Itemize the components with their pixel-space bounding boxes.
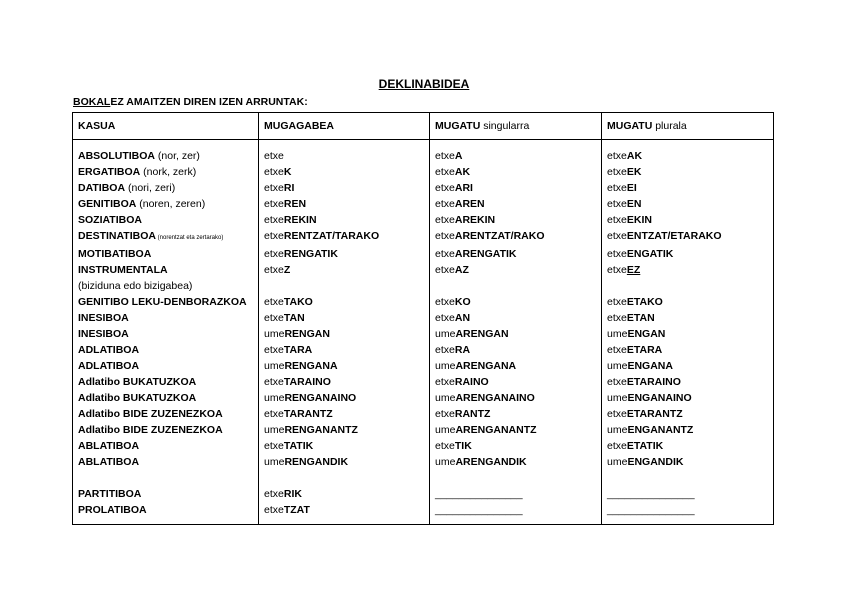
table-row [73,342,774,358]
singular-cell [430,196,602,212]
word-stem: ume [264,456,285,468]
header-mugagabea: MUGAGABEA [259,113,430,140]
word-stem: ume [435,456,456,468]
case-name-cell [73,486,259,502]
case-name: MOTIBATIBOA [78,248,152,260]
table-row [73,196,774,212]
case-ending: TARA [283,344,313,356]
word-stem: etxe [435,264,455,276]
case-name-cell [73,228,259,246]
word-stem: etxe [435,408,455,420]
case-note: (nork, zerk) [140,166,197,178]
case-name-cell [73,278,259,294]
case-ending: AZ [454,264,469,276]
word-stem: etxe [607,214,627,226]
word-stem: etxe [435,150,455,162]
case-ending: RI [283,182,295,194]
case-name: ADLATIBOA [78,344,140,356]
case-name-cell [73,140,259,165]
table-body [73,140,774,525]
table-row [73,164,774,180]
word-stem: etxe [607,376,627,388]
case-name-cell [73,406,259,422]
case-ending: EN [626,198,642,210]
word-stem: etxe [607,264,627,276]
word-stem: ume [435,392,456,404]
word-stem: etxe [264,230,284,242]
word-stem: etxe [264,440,284,452]
case-name: INESIBOA [78,328,129,340]
singular-cell [430,374,602,390]
case-ending: ETAKO [626,296,663,308]
case-name: INSTRUMENTALA [78,264,168,276]
word-stem: _______________ [435,488,523,500]
plural-cell [602,422,774,438]
singular-cell [430,406,602,422]
word-stem: etxe [264,408,284,420]
mugagabea-cell [259,246,430,262]
mugagabea-cell [259,180,430,196]
plural-cell [602,358,774,374]
word-stem: etxe [607,182,627,194]
case-ending: K [283,166,292,178]
case-name: PARTITIBOA [78,488,142,500]
subtitle-rest: EZ AMAITZEN DIREN IZEN ARRUNTAK: [110,96,308,108]
word-stem: _______________ [607,488,695,500]
section-subtitle [73,96,308,108]
case-note: (biziduna edo bizigabea) [78,280,193,292]
mugagabea-cell [259,310,430,326]
word-stem: ume [435,424,456,436]
case-name-cell [73,374,259,390]
case-name: ABLATIBOA [78,456,140,468]
mugagabea-cell [259,454,430,470]
word-stem: etxe [607,296,627,308]
word-stem: ume [435,360,456,372]
table-row [73,470,774,486]
word-stem: etxe [264,504,284,516]
table-row [73,228,774,246]
table-row [73,438,774,454]
singular-cell [430,212,602,228]
word-stem: etxe [264,312,284,324]
mugagabea-cell [259,196,430,212]
case-ending: RENGAN [284,328,330,340]
mugagabea-cell [259,374,430,390]
case-ending: AN [454,312,471,324]
word-stem: etxe [435,230,455,242]
table-row [73,278,774,294]
word-stem: ume [264,424,285,436]
subtitle-underlined: BOKAL [73,96,111,108]
table-row [73,406,774,422]
case-ending: EI [626,182,637,194]
mugagabea-cell [259,278,430,294]
header-singular: MUGATU singularra [430,113,602,140]
word-stem: etxe [435,296,455,308]
case-ending: ETATIK [626,440,664,452]
case-ending: ENTZAT/ETARAKO [626,230,722,242]
case-ending: KO [454,296,471,308]
case-ending: ETARA [626,344,663,356]
case-note: (norentzat eta zertarako) [155,235,224,241]
case-name-cell [73,502,259,525]
mugagabea-cell [259,140,430,165]
case-name-cell [73,196,259,212]
word-stem: etxe [264,150,284,162]
case-name-cell [73,438,259,454]
case-ending: RENGATIK [283,248,338,260]
mugagabea-cell [259,262,430,278]
table-row [73,374,774,390]
plural-cell [602,294,774,310]
case-ending: ETAN [626,312,655,324]
plural-cell [602,262,774,278]
word-stem: etxe [435,312,455,324]
word-stem: _______________ [435,504,523,516]
word-stem: etxe [607,230,627,242]
case-ending: ENGANDIK [627,456,684,468]
case-name: ABSOLUTIBOA [78,150,155,162]
case-ending: Z [283,264,291,276]
singular-cell [430,262,602,278]
plural-cell [602,438,774,454]
case-ending: RENGANANTZ [284,424,358,436]
plural-cell [602,374,774,390]
case-ending: TZAT [283,504,310,516]
singular-cell [430,486,602,502]
case-name-cell [73,180,259,196]
word-stem: etxe [264,344,284,356]
case-ending: RANTZ [454,408,491,420]
case-name-cell [73,164,259,180]
word-stem: etxe [435,440,455,452]
word-stem: etxe [607,344,627,356]
case-name-cell [73,470,259,486]
mugagabea-cell [259,470,430,486]
table-row [73,422,774,438]
case-ending: RENGANA [284,360,338,372]
mugagabea-cell [259,358,430,374]
table-row [73,486,774,502]
plural-cell [602,228,774,246]
word-stem: ume [607,424,628,436]
singular-cell [430,470,602,486]
case-ending: AK [626,150,643,162]
case-ending: A [454,150,463,162]
word-stem: etxe [435,182,455,194]
case-ending: ARENGATIK [454,248,517,260]
case-name: ADLATIBOA [78,360,140,372]
word-stem: ume [435,328,456,340]
case-name-cell [73,422,259,438]
case-ending: ENGAN [627,328,666,340]
word-stem: etxe [264,214,284,226]
case-name-cell [73,454,259,470]
singular-cell [430,278,602,294]
case-ending: EKIN [626,214,652,226]
case-ending: ARENTZAT/RAKO [454,230,545,242]
case-ending: RAINO [454,376,489,388]
case-ending: AK [454,166,471,178]
word-stem: _______________ [607,504,695,516]
word-stem: etxe [435,248,455,260]
singular-cell [430,246,602,262]
mugagabea-cell [259,164,430,180]
mugagabea-cell [259,228,430,246]
singular-cell [430,358,602,374]
case-name: Adlatibo BUKATUZKOA [78,376,197,388]
singular-cell [430,140,602,165]
singular-cell [430,502,602,525]
plural-cell [602,406,774,422]
singular-cell [430,310,602,326]
case-ending: RENGANDIK [284,456,349,468]
table-row [73,246,774,262]
word-stem: etxe [607,166,627,178]
case-ending: AREN [454,198,485,210]
singular-cell [430,228,602,246]
case-name: Adlatibo BIDE ZUZENEZKOA [78,408,223,420]
case-ending: ENGANA [627,360,673,372]
case-ending: ENGANAINO [627,392,692,404]
word-stem: etxe [435,198,455,210]
case-name-cell [73,390,259,406]
word-stem: etxe [607,198,627,210]
case-name-cell [73,358,259,374]
mugagabea-cell [259,486,430,502]
singular-cell [430,454,602,470]
case-ending: ENGANANTZ [627,424,694,436]
case-note: (nor, zer) [155,150,200,162]
header-plural: MUGATU plurala [602,113,774,140]
word-stem: ume [607,328,628,340]
case-name: INESIBOA [78,312,129,324]
case-name-cell [73,310,259,326]
case-ending: ARI [454,182,473,194]
plural-cell [602,502,774,525]
plural-cell [602,470,774,486]
table-row [73,294,774,310]
case-ending: TATIK [283,440,314,452]
word-stem: ume [264,328,285,340]
table-row [73,262,774,278]
word-stem: etxe [435,344,455,356]
word-stem: ume [264,360,285,372]
mugagabea-cell [259,212,430,228]
table-row [73,390,774,406]
case-name-cell [73,262,259,278]
case-name-cell [73,212,259,228]
case-ending: TARANTZ [283,408,333,420]
case-ending: ETARAINO [626,376,681,388]
table-row [73,502,774,525]
case-ending: REN [283,198,307,210]
word-stem: etxe [264,296,284,308]
case-ending: ARENGAN [455,328,509,340]
mugagabea-cell [259,502,430,525]
case-name: DATIBOA [78,182,126,194]
case-ending: EK [626,166,642,178]
case-ending: EZ [626,264,641,276]
mugagabea-cell [259,342,430,358]
word-stem: etxe [435,376,455,388]
case-ending: RA [454,344,471,356]
case-name: DESTINATIBOA [78,230,156,242]
word-stem: ume [264,392,285,404]
case-ending: ARENGANANTZ [455,424,537,436]
word-stem: etxe [435,166,455,178]
plural-cell [602,342,774,358]
plural-cell [602,140,774,165]
case-name: PROLATIBOA [78,504,147,516]
word-stem: etxe [264,166,284,178]
case-name: ERGATIBOA [78,166,141,178]
word-stem: etxe [607,150,627,162]
singular-cell [430,422,602,438]
singular-cell [430,390,602,406]
plural-cell [602,486,774,502]
case-name: Adlatibo BUKATUZKOA [78,392,197,404]
table-row [73,326,774,342]
mugagabea-cell [259,422,430,438]
singular-cell [430,438,602,454]
case-name-cell [73,326,259,342]
word-stem: etxe [264,182,284,194]
mugagabea-cell [259,390,430,406]
word-stem: etxe [607,440,627,452]
word-stem: ume [607,360,628,372]
case-ending: ENGATIK [626,248,674,260]
declension-table [72,112,774,525]
case-name: Adlatibo BIDE ZUZENEZKOA [78,424,223,436]
singular-cell [430,326,602,342]
plural-cell [602,164,774,180]
word-stem: etxe [264,488,284,500]
plural-cell [602,310,774,326]
singular-cell [430,164,602,180]
mugagabea-cell [259,326,430,342]
case-ending: RENGANAINO [284,392,357,404]
case-name: ABLATIBOA [78,440,140,452]
case-name-cell [73,246,259,262]
case-ending: TIK [454,440,472,452]
case-ending: ETARANTZ [626,408,683,420]
mugagabea-cell [259,438,430,454]
case-ending: ARENGANAINO [455,392,535,404]
table-row [73,140,774,165]
singular-cell [430,180,602,196]
case-ending: TARAINO [283,376,331,388]
case-name-cell [73,294,259,310]
word-stem: etxe [607,248,627,260]
plural-cell [602,390,774,406]
page-title: DEKLINABIDEA [378,77,470,91]
case-ending: TAN [283,312,305,324]
case-name: GENITIBOA [78,198,137,210]
singular-cell [430,294,602,310]
word-stem: etxe [435,214,455,226]
case-ending: RIK [283,488,302,500]
mugagabea-cell [259,406,430,422]
plural-cell [602,180,774,196]
case-name-cell [73,342,259,358]
word-stem: etxe [264,198,284,210]
table-row [73,454,774,470]
word-stem: ume [607,456,628,468]
singular-cell [430,342,602,358]
word-stem: etxe [264,248,284,260]
header-kasua: KASUA [73,113,259,140]
case-ending: ARENGANDIK [455,456,527,468]
plural-cell [602,196,774,212]
case-ending: REKIN [283,214,317,226]
word-stem: etxe [607,312,627,324]
case-note: (noren, zeren) [136,198,206,210]
word-stem: ume [607,392,628,404]
word-stem: etxe [264,264,284,276]
word-stem: etxe [607,408,627,420]
mugagabea-cell [259,294,430,310]
table-row [73,180,774,196]
case-note: (nori, zeri) [125,182,176,194]
table-header-row [73,113,774,140]
plural-cell [602,212,774,228]
plural-cell [602,246,774,262]
table-row [73,212,774,228]
plural-cell [602,454,774,470]
case-ending: ARENGANA [455,360,517,372]
plural-cell [602,278,774,294]
case-name: SOZIATIBOA [78,214,142,226]
case-name: GENITIBO LEKU-DENBORAZKOA [78,296,247,308]
table-row [73,310,774,326]
case-ending: AREKIN [454,214,496,226]
plural-cell [602,326,774,342]
case-ending: TAKO [283,296,313,308]
case-ending: RENTZAT/TARAKO [283,230,380,242]
word-stem: etxe [264,376,284,388]
table-row [73,358,774,374]
